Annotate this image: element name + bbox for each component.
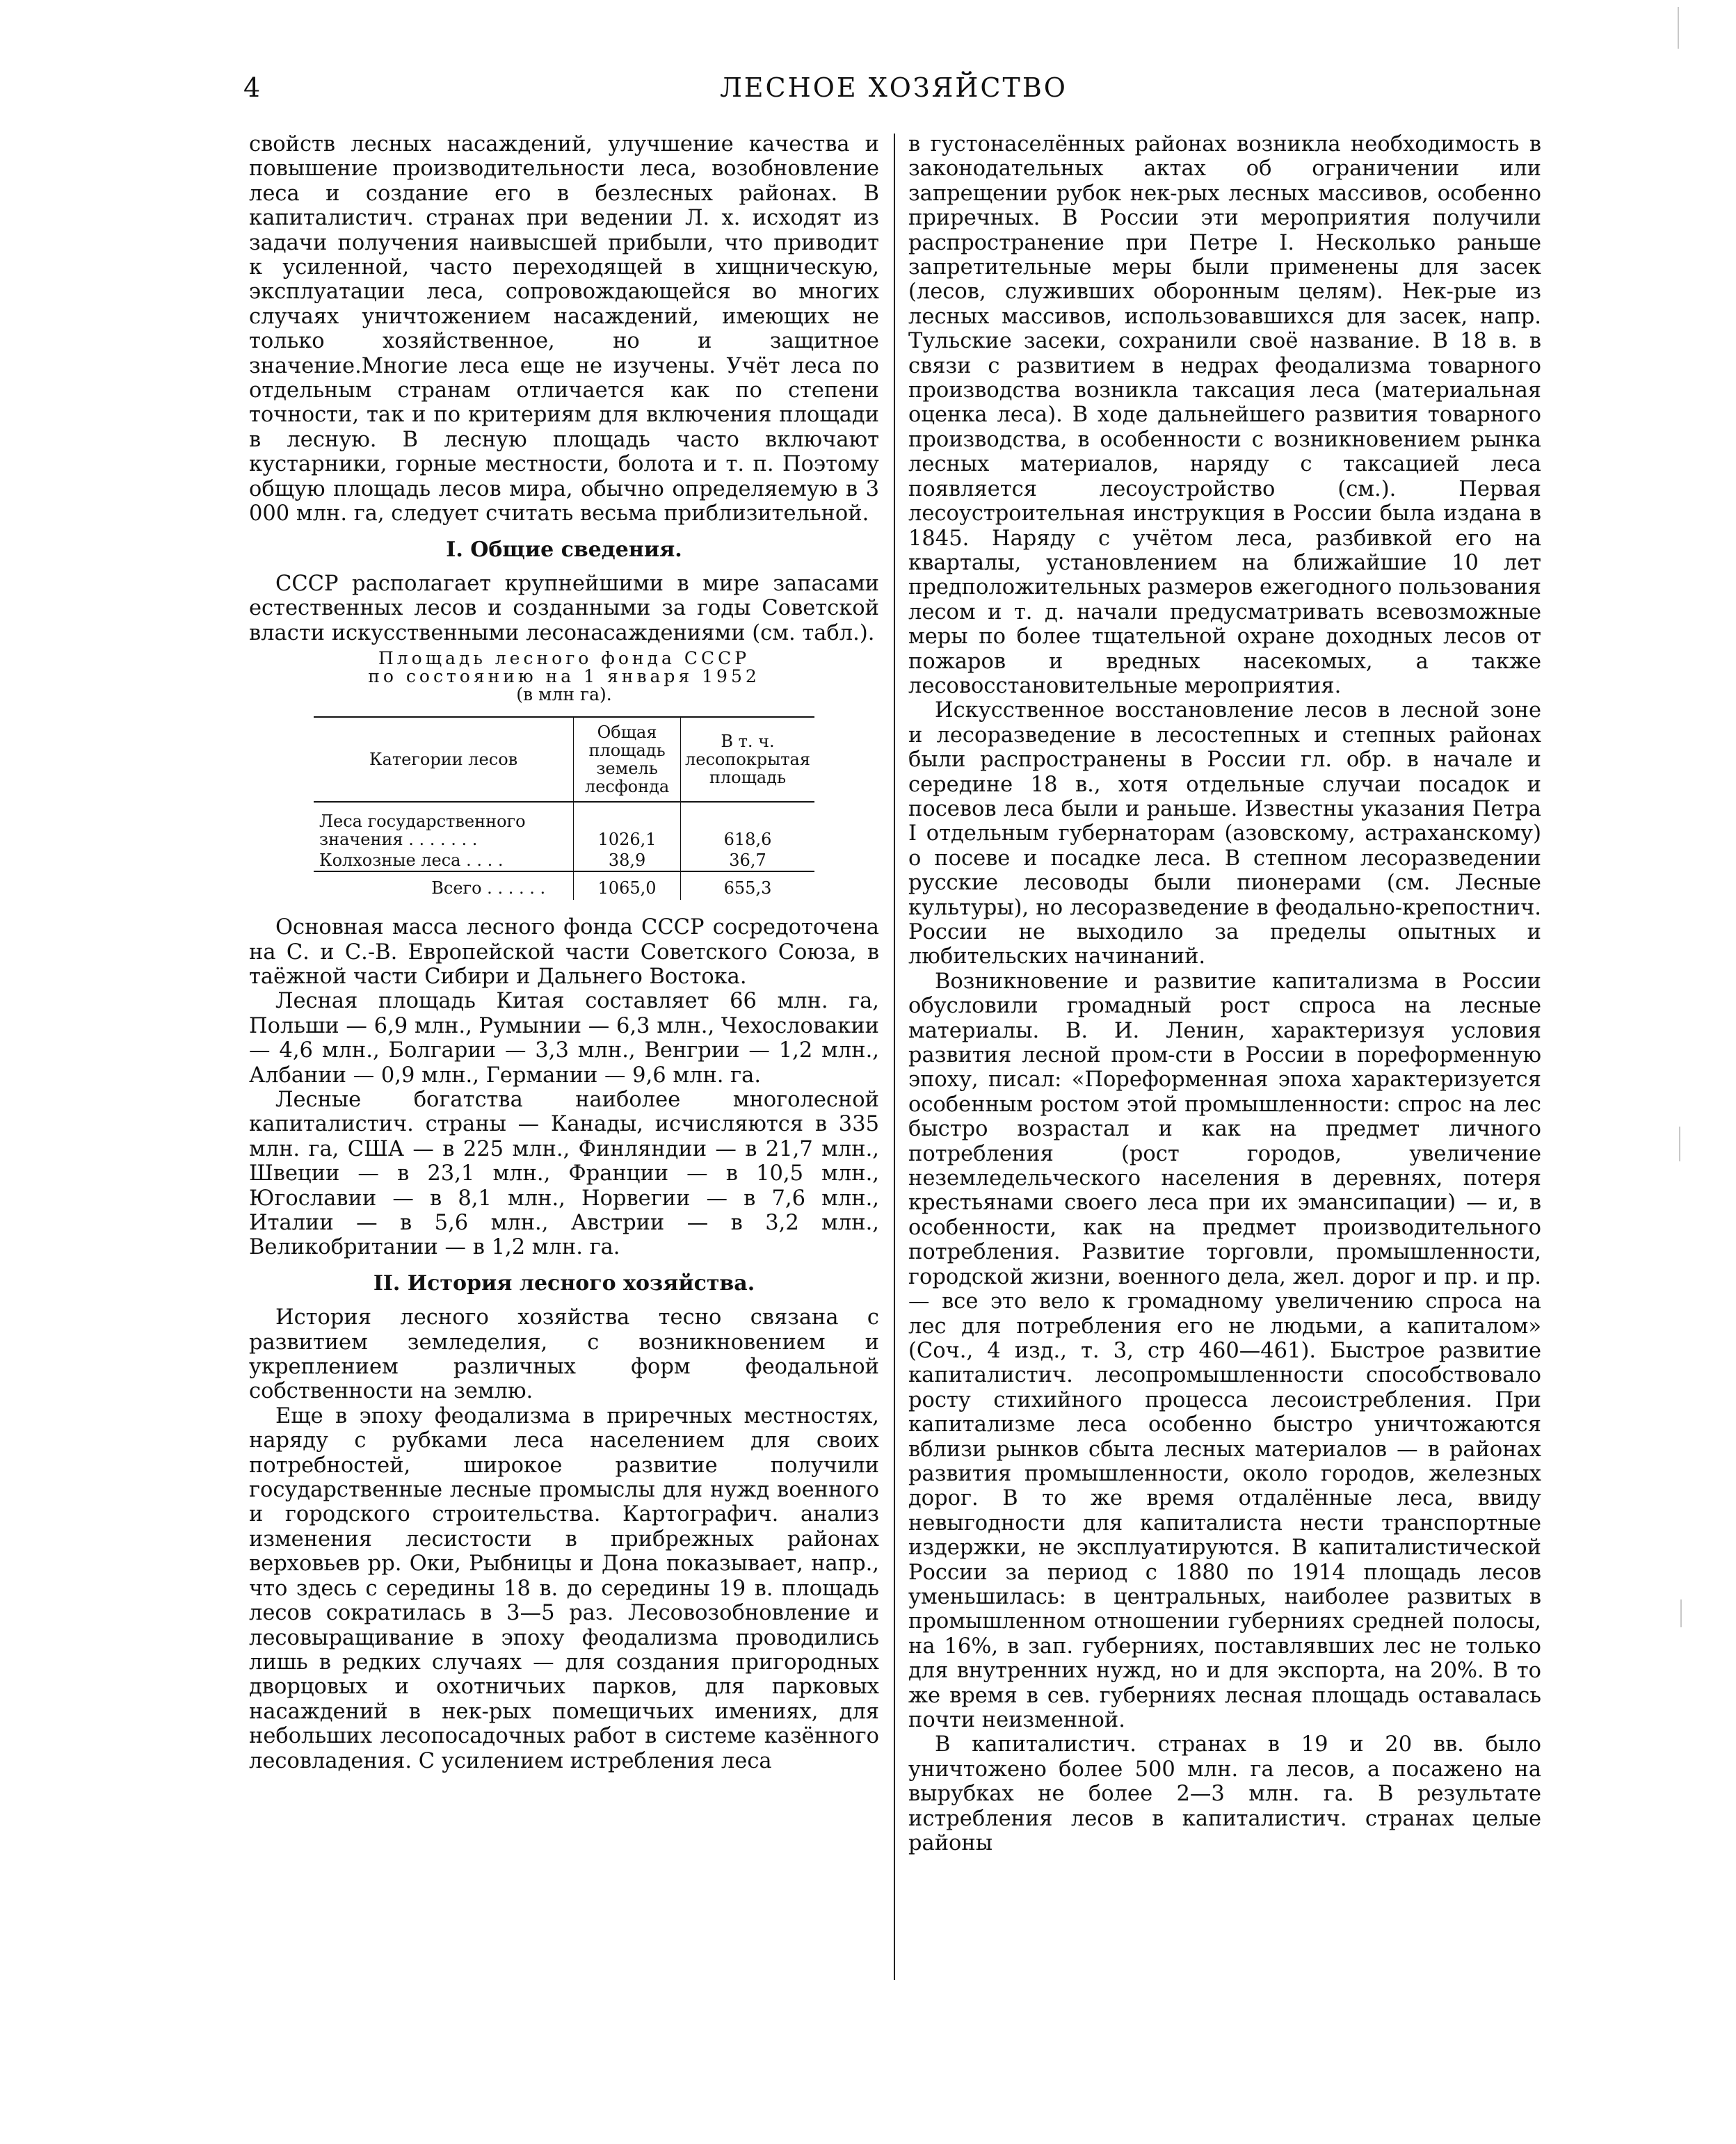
row-label: Колхозные леса . . . . xyxy=(319,851,504,871)
right-column xyxy=(908,132,1541,1855)
table-caption-line: по состоянию на 1 января 1952 xyxy=(368,666,760,687)
paragraph-continued: в густонаселённых районах возникла необходимость в законодательных актах об ограничении или запрещении рубок нек-рых лесных массивов, особенно приречных. В России эти мероприятия получили распространение при Петре I. Несколько раньше запретительные меры были применены для засек (лесов, служивших оборонным целям). Нек-рые из лесных массивов, использовавшихся для засек, напр. Тульские засеки, сохранили своё название. В 18 в. в связи с развитием в недрах феодализма товарного производства возникла таксация леса (материальная оценка леса). В ходе дальнейшего развития товарного производства, в особенности с возникновением рынка лесных материалов, наряду с таксацией леса появляется лесоустройство (см.). Первая лесоустроительная инструкция в России была издана в 1845. Наряду с учётом леса, разбивкой его на кварталы, установлением на ближайшие 10 лет предположительных размеров ежегодного пользования лесом и т. д. начали предусматривать всевозможные меры по более тщательной охране доходных лесов от пожаров и вредных насекомых, а также лесовосстановительные мероприятия. xyxy=(908,132,1541,698)
paragraph: История лесного хозяйства тесно связана с развитием земледелия, с возникновением и укреплением различных форм феодальной собственности на землю. xyxy=(249,1305,879,1404)
forest-area-table xyxy=(314,716,814,900)
row-label-line: Леса государственного xyxy=(319,812,526,832)
table-header-row xyxy=(314,717,814,802)
table-total-row xyxy=(314,871,814,900)
left-column xyxy=(249,132,879,1773)
paragraph: Еще в эпоху феодализма в приречных местностях, наряду с рубками леса населением для своих потребностей, широкое развитие получили государственные лесные промыслы для нужд военного и городского строительства. Картографич. анализ изменения лесистости в прибрежных районах верховьев рр. Оки, Рыбницы и Дона показывает, напр., что здесь с середины 18 в. до середины 19 в. площадь лесов сократилась в 3—5 раз. Лесовозобновление и лесовыращивание в эпоху феодализма проводились лишь в редких случаях — для создания пригородных дворцовых и охотничьих парков, для парковых насаждений в нек-рых помещичьих имениях, для небольших лесопосадочных работ в системе казённого лесовладения. С усилением истребления леса xyxy=(249,1403,879,1773)
paragraph: Возникновение и развитие капитализма в России обусловили громадный рост спроса на лесные материалы. В. И. Ленин, характеризуя условия развития лесной пром-сти в России в пореформенную эпоху, писал: «Пореформенная эпоха характеризуется особенным ростом этой промышленности: спрос на лес быстро возрастал и как на предмет личного потребления (рост городов, увеличение неземледельческого населения в деревнях, потеря крестьянами своего леса при их эмансипации) — и, в особенности, как на предмет производительного потребления. Развитие торговли, промышленности, городской жизни, военного дела, жел. дорог и пр. и пр. — все это вело к громадному увеличению спроса на лес для потребления его не людьми, а капиталом» (Соч., 4 изд., т. 3, стр 460—461). Быстрое развитие капиталистич. лесопромышленности способствовало росту стихийного процесса лесоистребления. При капитализме леса особенно быстро уничтожаются вблизи рынков сбыта лесных материалов — в районах развития промышленности, около городов, железных дорог. В то же время отдалённые леса, ввиду невыгодности для капиталиста нести транспортные издержки, не эксплуатируются. В капиталистической России за период с 1880 по 1914 площадь лесов уменьшилась: в центральных, наиболее развитых в промышленном отношении губерниях средней полосы, на 16%, в зап. губерниях, поставлявших лес не только для внутренних нужд, но и для экспорта, на 20%. В то же время в сев. губерниях лесная площадь оставалась почти неизменной. xyxy=(908,969,1541,1732)
column-header-total-area: Общая площадь земель лесфонда xyxy=(574,717,681,802)
total-label: Всего . . . . . . xyxy=(314,871,574,900)
cell-total-area: 1065,0 xyxy=(574,871,681,900)
paragraph: Лесная площадь Китая составляет 66 млн. га, Польши — 6,9 млн., Румынии — 6,3 млн., Чехословакии — 4,6 млн., Болгарии — 3,3 млн., Венгрии — 1,2 млн., Албании — 0,9 млн., Германии — 9,6 млн. га. xyxy=(249,989,879,1088)
table-caption xyxy=(249,650,879,704)
running-head xyxy=(243,72,1544,111)
cell-total-area: 38,9 xyxy=(574,850,681,871)
column-divider xyxy=(894,134,895,1980)
paragraph: Искусственное восстановление лесов в лесной зоне и лесоразведение в лесостепных и степных районах были распространены в России гл. обр. в начале и середине 18 в., хотя отдельные случаи посадок и посевов леса были и раньше. Известны указания Петра I отдельным губернаторам (азовскому, астраханскому) о посеве и посадке леса. В степном лесоразведении русские лесоводы были пионерами (см. Лесные культуры), но лесоразведение в феодально-крепостнич. России не выходило за пределы опытных и любительских начинаний. xyxy=(908,698,1541,969)
row-label xyxy=(314,802,574,850)
paragraph: СССР располагает крупнейшими в мире запасами естественных лесов и созданными за годы Советской власти искусственными лесонасаждениями (см. табл.). xyxy=(249,571,879,645)
column-header-category: Категории лесов xyxy=(314,717,574,802)
section-heading-general: I. Общие сведения. xyxy=(446,537,682,562)
page-number: 4 xyxy=(243,72,261,103)
running-title: ЛЕСНОЕ ХОЗЯЙСТВО xyxy=(720,72,1068,103)
section-heading-history: II. История лесного хозяйства. xyxy=(373,1271,755,1296)
cell-forested-area: 655,3 xyxy=(681,871,814,900)
paragraph: Основная масса лесного фонда СССР сосредоточена на С. и С.-В. Европейской части Советского Союза, в таёжной части Сибири и Дальнего Востока. xyxy=(249,915,879,989)
table-caption-line: Площадь лесного фонда СССР xyxy=(378,648,750,669)
row-label-line: значения . . . . . . . xyxy=(319,830,478,850)
cell-forested-area: 618,6 xyxy=(681,802,814,850)
scan-margin-mark xyxy=(1680,1599,1682,1627)
scan-margin-mark xyxy=(1679,1127,1680,1161)
paragraph: В капиталистич. странах в 19 и 20 вв. было уничтожено более 500 млн. га лесов, а посажено на вырубках не более 2—3 млн. га. В результате истребления лесов в капиталистич. странах целые районы xyxy=(908,1732,1541,1856)
table-row xyxy=(314,850,814,871)
column-header-forested-area: В т. ч. лесопокрытая площадь xyxy=(681,717,814,802)
table-row xyxy=(314,802,814,850)
paragraph: Лесные богатства наиболее многолесной капиталистич. страны — Канады, исчисляются в 335 млн. га, США — в 225 млн., Финляндии — в 21,7 млн., Швеции — в 23,1 млн., Франции — в 10,5 млн., Югославии — в 8,1 млн., Норвегии — в 7,6 млн., Италии — в 5,6 млн., Австрии — в 3,2 млн., Великобритании — в 1,2 млн. га. xyxy=(249,1087,879,1260)
cell-total-area: 1026,1 xyxy=(574,802,681,850)
scan-margin-mark xyxy=(1678,7,1679,49)
table-caption-unit: (в млн га). xyxy=(516,684,612,705)
cell-forested-area: 36,7 xyxy=(681,850,814,871)
paragraph-intro: свойств лесных насаждений, улучшение качества и повышение производительности леса, возобновление леса и создание его в безлесных районах. В капиталистич. странах при ведении Л. х. исходят из задачи получения наивысшей прибыли, что приводит к усиленной, часто переходящей в хищническую, эксплуатации леса, сопровождающейся во многих случаях уничтожением насаждений, имеющих не только хозяйственное, но и защитное значение.Многие леса еще не изучены. Учёт леса по отдельным странам отличается как по степени точности, так и по критериям для включения площади в лесную. В лесную площадь часто включают кустарники, горные местности, болота и т. п. Поэтому общую площадь лесов мира, обычно определяемую в 3 000 млн. га, следует считать весьма приблизительной. xyxy=(249,132,879,526)
